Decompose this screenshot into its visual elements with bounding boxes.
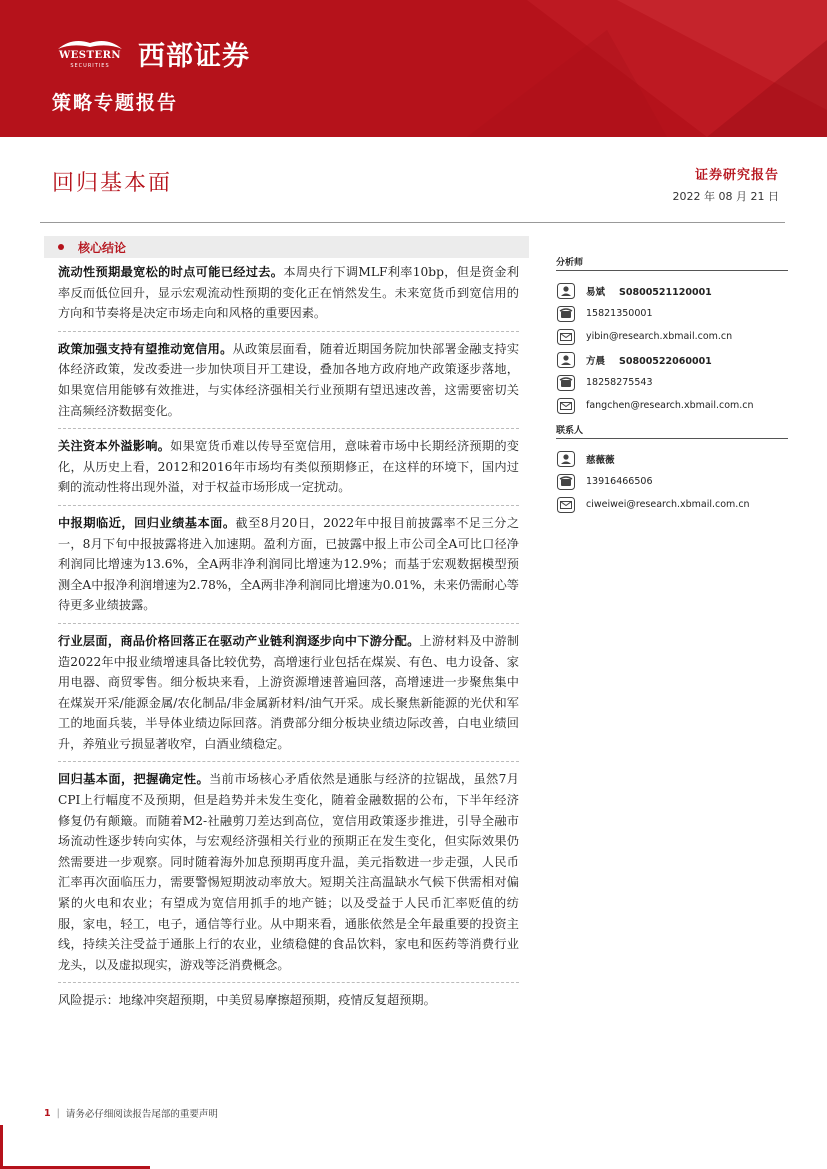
contact-heading: 联系人 xyxy=(556,423,788,439)
page-footer xyxy=(44,1106,218,1120)
mail-icon xyxy=(556,397,576,414)
corner-accent-vertical xyxy=(0,1125,3,1169)
paragraph xyxy=(58,262,519,332)
paragraph xyxy=(58,513,519,624)
analyst-name: 方晨 xyxy=(586,355,606,367)
paragraph-lead: 回归基本面，把握确定性。 xyxy=(58,772,210,787)
paragraph xyxy=(58,339,519,429)
bullet-icon xyxy=(58,244,64,250)
logo-mark xyxy=(52,35,128,73)
analyst-phone-row xyxy=(556,302,788,325)
company-logo xyxy=(52,34,250,73)
analyst-email-row xyxy=(556,394,788,417)
paragraph xyxy=(58,436,519,506)
document-title: 回归基本面 xyxy=(52,171,173,196)
report-category: 策略专题报告 xyxy=(52,92,179,114)
paragraph-body: 上游材料及中游制造2022年中报业绩增速具备比较优势，高增速行业包括在煤炭、有色、电力设备、家用电器、商贸零售。细分板块来看，上游资源增速普遍回落，高增速进一步聚焦集中在煤炭开采/能源金属/农化制品/非金属新材料/油气开采。成长聚焦新能源的光伏和军工的地面兵装，半导体业绩边际回落。消费部分细分板块业绩边际改善，白电业绩回升，养殖业亏损显著收窄，白酒业绩稳定。 xyxy=(58,633,520,751)
paragraph-body: 当前市场核心矛盾依然是通胀与经济的拉锯战，虽然7月CPI上行幅度不及预期，但是趋势并未发生变化，随着金融数据的公布，下半年经济修复仍有颠簸。而随着M2-社融剪刀差达到高位，宽信用政策逐步推进，引导全融市场流动性逐步转向实体，与宏观经济强相关行业的预期正在发生变化，但实际效果仍然需要进一步观察。同时随着海外加息预期再度升温，美元指数进一步走强，人民币汇率再次面临压力，需要警惕短期波动率放大。短期关注高温缺水气候下供需相对偏紧的火电和农业；有望成为宽信用抓手的地产链；以及受益于人民币汇率贬值的纺服，家电，轻工，电子，通信等行业。从中期来看，通胀依然是全年最重要的投资主线，持续关注受益于通胀上行的农业，业绩稳健的食品饮料，家电和医药等消费行业龙头，以及虚拟现实，游戏等泛消费概念。 xyxy=(58,772,519,972)
paragraph xyxy=(58,631,519,763)
contact-email-row xyxy=(556,493,788,516)
analyst-name-row xyxy=(556,279,788,302)
analyst-sidebar xyxy=(556,255,788,516)
analyst-email[interactable]: yibin@research.xbmail.com.cn xyxy=(586,331,733,342)
section-heading xyxy=(44,236,529,258)
analyst-name-row xyxy=(556,348,788,371)
report-type: 证券研究报告 xyxy=(694,168,779,183)
person-icon xyxy=(556,450,576,467)
analyst-heading: 分析师 xyxy=(556,255,788,271)
analyst-phone-row xyxy=(556,371,788,394)
paragraph-lead: 中报期临近，回归业绩基本面。 xyxy=(58,515,236,530)
person-icon xyxy=(556,351,576,368)
analyst-email[interactable]: fangchen@research.xbmail.com.cn xyxy=(586,400,754,411)
paragraph-lead: 流动性预期最宽松的时点可能已经过去。 xyxy=(58,265,284,279)
contact-email[interactable]: ciweiwei@research.xbmail.com.cn xyxy=(586,499,750,510)
footer-separator: | xyxy=(56,1107,60,1119)
paragraph-body: 本周央行下调MLF利率10bp，但是资金利率反而低位回升，显示宏观流动性预期的变化正在悄然发生。未来宽货币到宽信用的方向和节奏将是决定市场走向和风格的重要因素。 xyxy=(58,265,520,321)
analyst-phone: 18258275543 xyxy=(586,377,653,388)
risk-warning: 风险提示：地缘冲突超预期，中美贸易摩擦超预期，疫情反复超预期。 xyxy=(58,993,436,1008)
analyst-phone: 15821350001 xyxy=(586,308,653,319)
contact-name-row xyxy=(556,447,788,470)
paragraph-lead: 关注资本外溢影响。 xyxy=(58,439,171,454)
analyst-cert: S0800522060001 xyxy=(619,355,712,367)
page-number: 1 xyxy=(44,1107,51,1119)
contact-phone: 13916466506 xyxy=(586,476,653,487)
mail-icon xyxy=(556,328,576,345)
mail-icon xyxy=(556,496,576,513)
disclaimer-note: 请务必仔细阅读报告尾部的重要声明 xyxy=(65,1109,218,1120)
phone-icon xyxy=(556,473,576,490)
analyst-email-row xyxy=(556,325,788,348)
section-label: 核心结论 xyxy=(78,240,127,255)
contact-phone-row xyxy=(556,470,788,493)
banner-decoration xyxy=(407,0,827,137)
logo-english: WESTERN xyxy=(58,49,122,61)
paragraph xyxy=(58,769,519,983)
paragraph-lead: 政策加强支持有望推动宽信用。 xyxy=(58,341,233,356)
header-banner xyxy=(0,0,827,137)
logo-chinese: 西部证券 xyxy=(138,41,250,72)
paragraph-body: 截至8月20日，2022年中报目前披露率不足三分之一，8月下旬中报披露将进入加速期。盈利方面，已披露中报上市公司全A可比口径净利润同比增速为13.6%，全A两非净利润同比增速为12.9%；而基于宏观数据模型预测全A中报净利润增速为2.78%，全A两非净利润同比增速为0.01%，未来仍需耐心等待更多业绩披露。 xyxy=(58,515,520,613)
paragraph-body: 从政策层面看，随着近期国务院加快部署金融支持实体经济政策，发改委进一步加快项目开工建设，叠加各地方政府地产政策逐步落地，如果宽信用能够有效推进，与实体经济强相关行业预期有望迅速改善，这需要密切关注高频经济数据变化。 xyxy=(58,341,520,418)
contact-name: 慈薇薇 xyxy=(586,454,615,466)
logo-english-sub: SECURITIES xyxy=(70,62,110,69)
paragraph-lead: 行业层面，商品价格回落正在驱动产业链利润逐步向中下游分配。 xyxy=(58,633,420,648)
main-content xyxy=(58,262,519,1025)
phone-icon xyxy=(556,305,576,322)
phone-icon xyxy=(556,374,576,391)
analyst-name: 易斌 xyxy=(586,286,606,298)
analyst-cert: S0800521120001 xyxy=(619,286,712,298)
paragraph-body: 如果宽货币难以传导至宽信用，意味着市场中长期经济预期的变化，从历史上看，2012和2016年市场均有类似预期修正，在这样的环境下，国内过剩的流动性将出现外溢，对于权益市场形成一定扰动。 xyxy=(58,439,519,495)
title-divider xyxy=(40,222,785,223)
bull-horns-icon xyxy=(52,35,128,51)
report-date: 2022 年 08 月 21 日 xyxy=(672,190,779,203)
person-icon xyxy=(556,282,576,299)
